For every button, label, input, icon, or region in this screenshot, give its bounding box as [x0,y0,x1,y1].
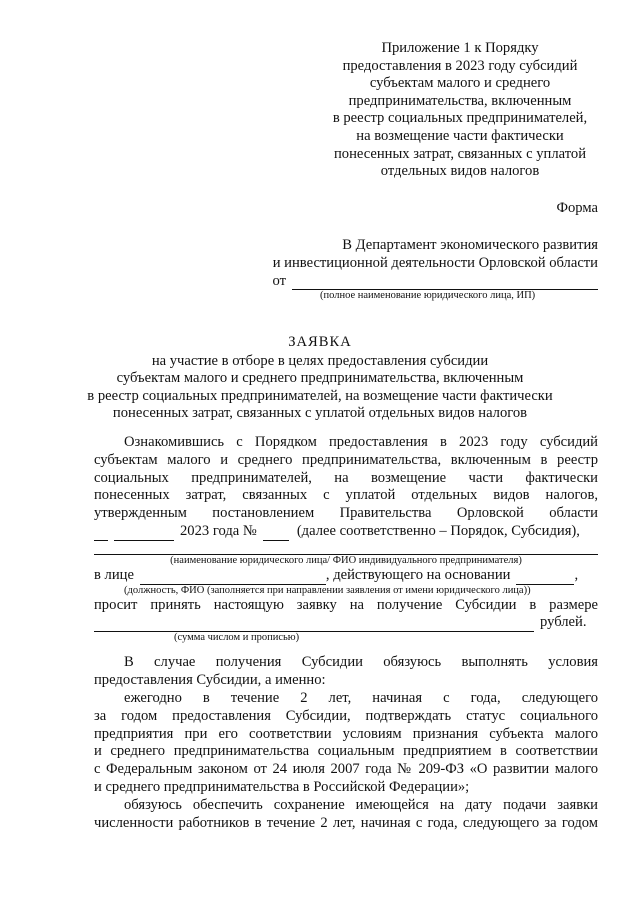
request-line: просит принять настоящую заявку на получение Субсидии в размере [94,596,598,613]
appendix-line: отдельных видов налогов [380,163,540,180]
text-line: предоставления Субсидии, а именно: [94,671,326,688]
text-line: социальных предпринимателей, на возмещение части фактически [94,469,598,486]
position-name-field[interactable] [140,571,326,585]
body-paragraph-4 [94,797,598,833]
sum-field[interactable] [94,618,534,632]
appendix-line: понесенных затрат, связанных с уплатой [333,145,587,162]
form-label: Форма [556,200,598,216]
sum-note: (сумма числом и прописью) [174,632,300,644]
appendix-line: на возмещение части фактически [356,127,564,144]
entity-note: (наименование юридического лица/ ФИО индивидуального предпринимателя) [170,554,522,566]
from-label: от [272,273,286,289]
comma: , [574,566,579,583]
text-line: утвержденным постановлением Правительства Орловской области [94,505,598,522]
appendix-line: Приложение 1 к Порядку [381,40,539,56]
year-number-label: 2023 года № [180,522,257,539]
title-line: субъектам малого и среднего предпринимательства, включенным [116,370,524,387]
text-line: и среднего предпринимательства социальным предприятием в соответствии [94,743,598,760]
from-field[interactable] [292,276,598,290]
appendix-line: предоставления в 2023 году субсидий [342,57,578,74]
addressee-line: В Департамент экономического развития [342,237,598,253]
title-block [0,334,640,423]
rubles-label: рублей. [540,614,587,631]
entity-row [94,541,598,555]
appendix-line: предпринимательства, включенным [348,92,572,109]
date-number-row [94,523,598,541]
title-line: понесенных затрат, связанных с уплатой отдельных видов налогов [112,405,528,422]
month-field[interactable] [114,527,174,541]
text-line: (далее соответственно – Порядок, Субсидия), [296,522,580,539]
text-line: Ознакомившись с Порядком предоставления в 2023 году субсидий [124,434,598,450]
appendix-header [300,40,620,181]
addressee-line: и инвестиционной деятельности Орловской области [272,255,598,271]
text-line: ежегодно в течение 2 лет, начиная с года, следующего [124,690,598,706]
appendix-line: субъектам малого и среднего [369,75,551,92]
from-note: (полное наименование юридического лица, ИП) [320,290,536,301]
acting-basis-label: , действующего на основании [325,566,511,583]
text-line: численности работников в течение 2 лет, начиная с года, следующего за годом [94,814,598,831]
text-line: за годом предоставления Субсидии, подтверждать статус социального [94,707,598,724]
text-line: понесенных затрат, связанных с уплатой отдельных видов налогов, [94,487,598,504]
text-line: предприятия при его соответствии условиям признания субъекта малого [94,725,598,742]
title-line: на участие в отборе в целях предоставления субсидии [151,352,489,369]
position-note: (должность, ФИО (заполняется при направлении заявления от имени юридического лица)) [124,584,531,596]
resolution-number-field[interactable] [263,527,289,541]
addressee-block [198,236,598,290]
appendix-line: в реестр социальных предпринимателей, [332,110,588,127]
text-line: В случае получения Субсидии обязуюсь выполнять условия [124,654,598,670]
in-person-label: в лице [94,566,134,583]
entity-name-field[interactable] [94,541,598,555]
day-field[interactable] [94,527,108,541]
sum-row [94,614,598,632]
body-paragraph-3 [94,690,598,797]
basis-field[interactable] [516,571,574,585]
from-row [198,272,598,290]
page-title: ЗАЯВКА [288,334,352,350]
text-line: субъектам малого и среднего предпринимательства, включенным в реестр [94,451,598,468]
text-line: с Федеральным законом от 24 июля 2007 года № 209-ФЗ «О развитии малого [94,761,598,778]
text-line: обязуюсь обеспечить сохранение имеющейся на дату подачи заявки [124,797,598,813]
body-paragraph-2 [94,654,598,690]
text-line: и среднего предпринимательства в Российской Федерации»; [94,778,470,795]
in-person-row [94,567,598,585]
body-paragraph-1 [94,434,598,644]
title-line: в реестр социальных предпринимателей, на возмещение части фактически [87,387,553,404]
